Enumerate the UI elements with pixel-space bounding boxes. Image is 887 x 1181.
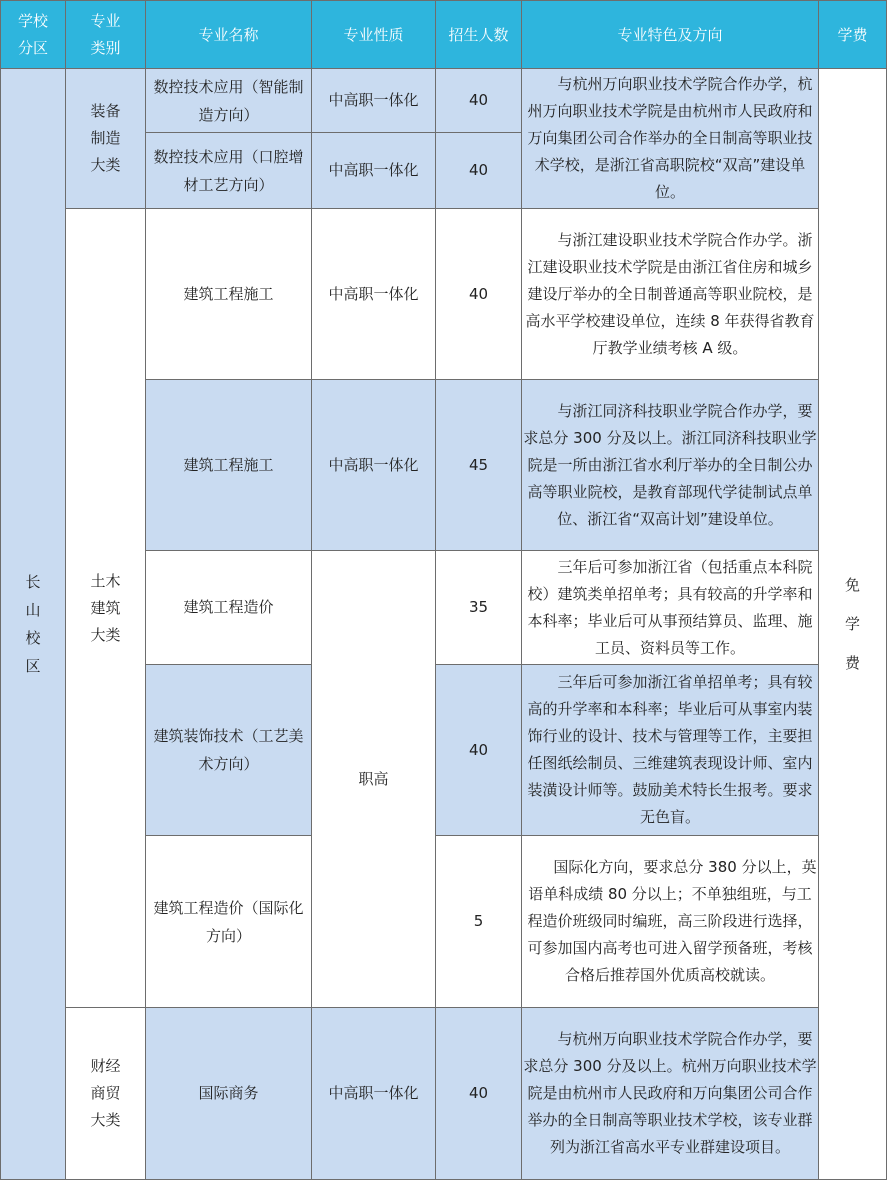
enrollment-cell: 45 [436, 380, 522, 551]
header-campus: 学校分区 [1, 1, 66, 69]
major-cell: 建筑工程造价 [146, 551, 312, 665]
nature-cell: 中高职一体化 [312, 1008, 436, 1180]
features-cell: 与杭州万向职业技术学院合作办学，杭州万向职业技术学院是由杭州市人民政府和万向集团公司合作举办的全日制高等职业技术学校，是浙江省高职院校“双高”建设单位。 [522, 69, 819, 209]
header-features: 专业特色及方向 [522, 1, 819, 69]
header-row [1, 1, 887, 69]
major-cell: 建筑装饰技术（工艺美术方向） [146, 665, 312, 836]
major-cell: 建筑工程施工 [146, 209, 312, 380]
features-cell: 与浙江同济科技职业学院合作办学，要求总分 300 分及以上。浙江同济科技职业学院是一所由浙江省水利厅举办的全日制公办高等职业院校，是教育部现代学徒制试点单位、浙江省“双高计划”建设单位。 [522, 380, 819, 551]
nature-cell: 中高职一体化 [312, 69, 436, 133]
table-row [1, 1008, 887, 1180]
header-category: 专业类别 [66, 1, 146, 69]
nature-cell: 中高职一体化 [312, 209, 436, 380]
enrollment-cell: 40 [436, 1008, 522, 1180]
enrollment-cell: 40 [436, 209, 522, 380]
table-row [1, 209, 887, 380]
features-cell: 国际化方向，要求总分 380 分以上，英语单科成绩 80 分以上；不单独组班，与工程造价班级同时编班，高三阶段进行选择，可参加国内高考也可进入留学预备班，考核合格后推荐国外优质高校就读。 [522, 836, 819, 1008]
features-cell: 三年后可参加浙江省（包括重点本科院校）建筑类单招单考；具有较高的升学率和本科率；毕业后可从事预结算员、监理、施工员、资料员等工作。 [522, 551, 819, 665]
major-cell: 建筑工程施工 [146, 380, 312, 551]
features-cell: 与杭州万向职业技术学院合作办学，要求总分 300 分及以上。杭州万向职业技术学院是由杭州市人民政府和万向集团公司合作举办的全日制高等职业技术学校，该专业群列为浙江省高水平专业群建设项目。 [522, 1008, 819, 1180]
campus-cell: 长山校区 [1, 69, 66, 1180]
major-cell: 数控技术应用（口腔增材工艺方向） [146, 133, 312, 209]
category-cell: 装备制造大类 [66, 69, 146, 209]
fee-cell: 免学费 [819, 69, 887, 1180]
header-nature: 专业性质 [312, 1, 436, 69]
category-cell: 财经商贸大类 [66, 1008, 146, 1180]
header-fee: 学费 [819, 1, 887, 69]
nature-cell: 中高职一体化 [312, 133, 436, 209]
nature-cell: 中高职一体化 [312, 380, 436, 551]
features-cell: 三年后可参加浙江省单招单考；具有较高的升学率和本科率；毕业后可从事室内装饰行业的设计、技术与管理等工作，主要担任图纸绘制员、三维建筑表现设计师、室内装潢设计师等。鼓励美术特长生报考。要求无色盲。 [522, 665, 819, 836]
enrollment-cell: 40 [436, 133, 522, 209]
major-cell: 数控技术应用（智能制造方向） [146, 69, 312, 133]
nature-cell: 职高 [312, 551, 436, 1008]
major-cell: 国际商务 [146, 1008, 312, 1180]
header-major: 专业名称 [146, 1, 312, 69]
enrollment-cell: 5 [436, 836, 522, 1008]
enrollment-cell: 40 [436, 69, 522, 133]
header-enrollment: 招生人数 [436, 1, 522, 69]
enrollment-cell: 35 [436, 551, 522, 665]
table-row [1, 69, 887, 133]
enrollment-cell: 40 [436, 665, 522, 836]
major-cell: 建筑工程造价（国际化方向） [146, 836, 312, 1008]
category-cell: 土木建筑大类 [66, 209, 146, 1008]
features-cell: 与浙江建设职业技术学院合作办学。浙江建设职业技术学院是由浙江省住房和城乡建设厅举办的全日制普通高等职业院校，是高水平学校建设单位，连续 8 年获得省教育厅教学业绩考核 A 级。 [522, 209, 819, 380]
